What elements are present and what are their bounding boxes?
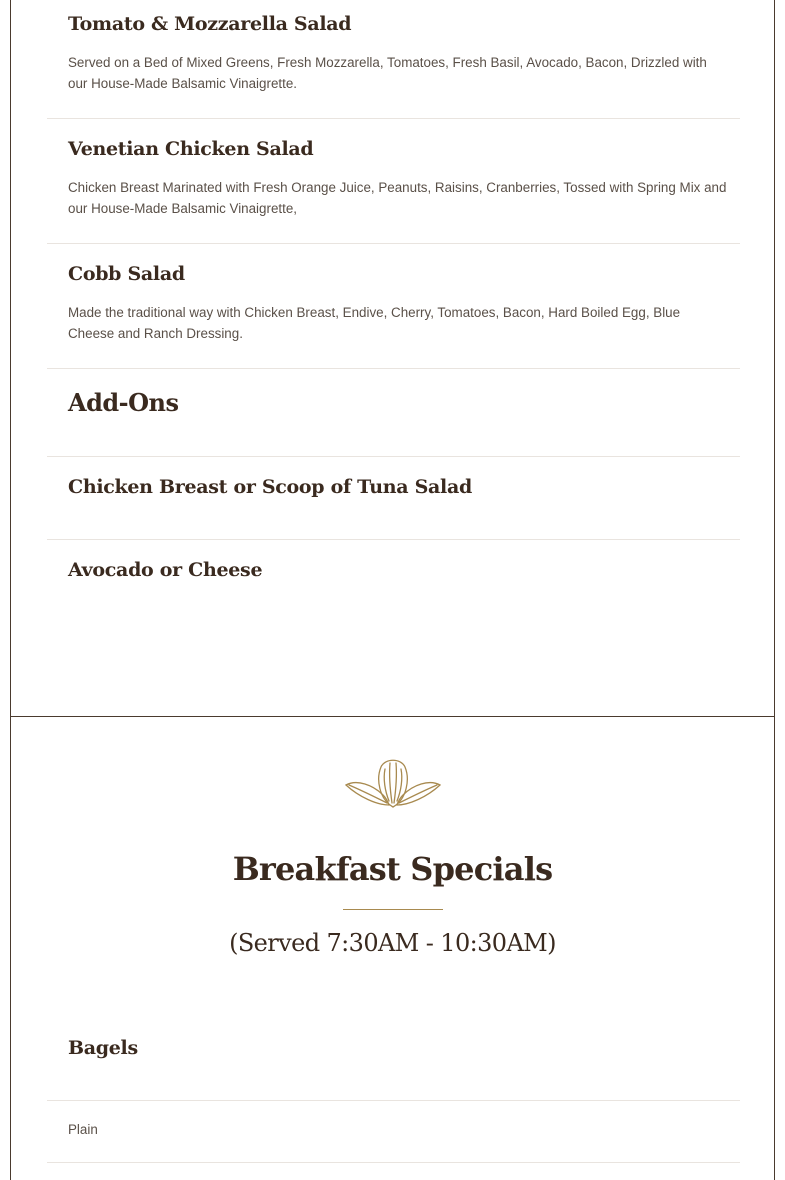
bagel-item-plain — [47, 1122, 740, 1137]
menu-item-cobb-salad — [47, 263, 740, 344]
addon-item — [47, 476, 740, 498]
group-title: Bagels — [68, 1037, 138, 1059]
almond-leaf-emblem-icon — [343, 755, 443, 813]
menu-item-description: Made the traditional way with Chicken Breast, Endive, Cherry, Tomatoes, Bacon, Hard Boiled Egg, Blue Cheese and Ranch Dressing. — [68, 305, 681, 341]
breakfast-section — [11, 717, 774, 1180]
item-divider — [47, 368, 740, 369]
addon-item-title: Chicken Breast or Scoop of Tuna Salad — [68, 476, 472, 498]
item-divider — [47, 456, 740, 457]
item-divider — [47, 118, 740, 119]
menu-item-description: Served on a Bed of Mixed Greens, Fresh Mozzarella, Tomatoes, Fresh Basil, Avocado, Bacon, Drizzled with our House-Made Balsamic Vinaigrette. — [68, 55, 707, 91]
salads-section — [11, 0, 774, 717]
item-divider — [47, 243, 740, 244]
menu-item-tomato-mozzarella-salad — [47, 13, 740, 94]
item-divider — [47, 539, 740, 540]
addon-item — [47, 559, 740, 581]
item-divider — [47, 1100, 740, 1101]
title-underline — [343, 909, 443, 910]
menu-item-title: Tomato & Mozzarella Salad — [68, 13, 352, 35]
menu-item-description: Chicken Breast Marinated with Fresh Orange Juice, Peanuts, Raisins, Cranberries, Tossed with Spring Mix and our House-Made Balsamic Vinaigrette, — [68, 180, 727, 216]
breakfast-title: Breakfast Specials — [232, 850, 553, 888]
menu-item-label: Plain — [68, 1122, 98, 1137]
addon-item-title: Avocado or Cheese — [68, 559, 263, 581]
menu-page — [10, 0, 775, 1180]
bagels-group — [47, 1037, 740, 1059]
addons-title: Add-Ons — [68, 388, 179, 417]
item-divider — [47, 1162, 740, 1163]
breakfast-hours: (Served 7:30AM - 10:30AM) — [229, 929, 556, 957]
menu-item-title: Venetian Chicken Salad — [68, 138, 314, 160]
menu-item-venetian-chicken-salad — [47, 138, 740, 219]
addons-group — [47, 388, 740, 417]
menu-item-title: Cobb Salad — [68, 263, 185, 285]
